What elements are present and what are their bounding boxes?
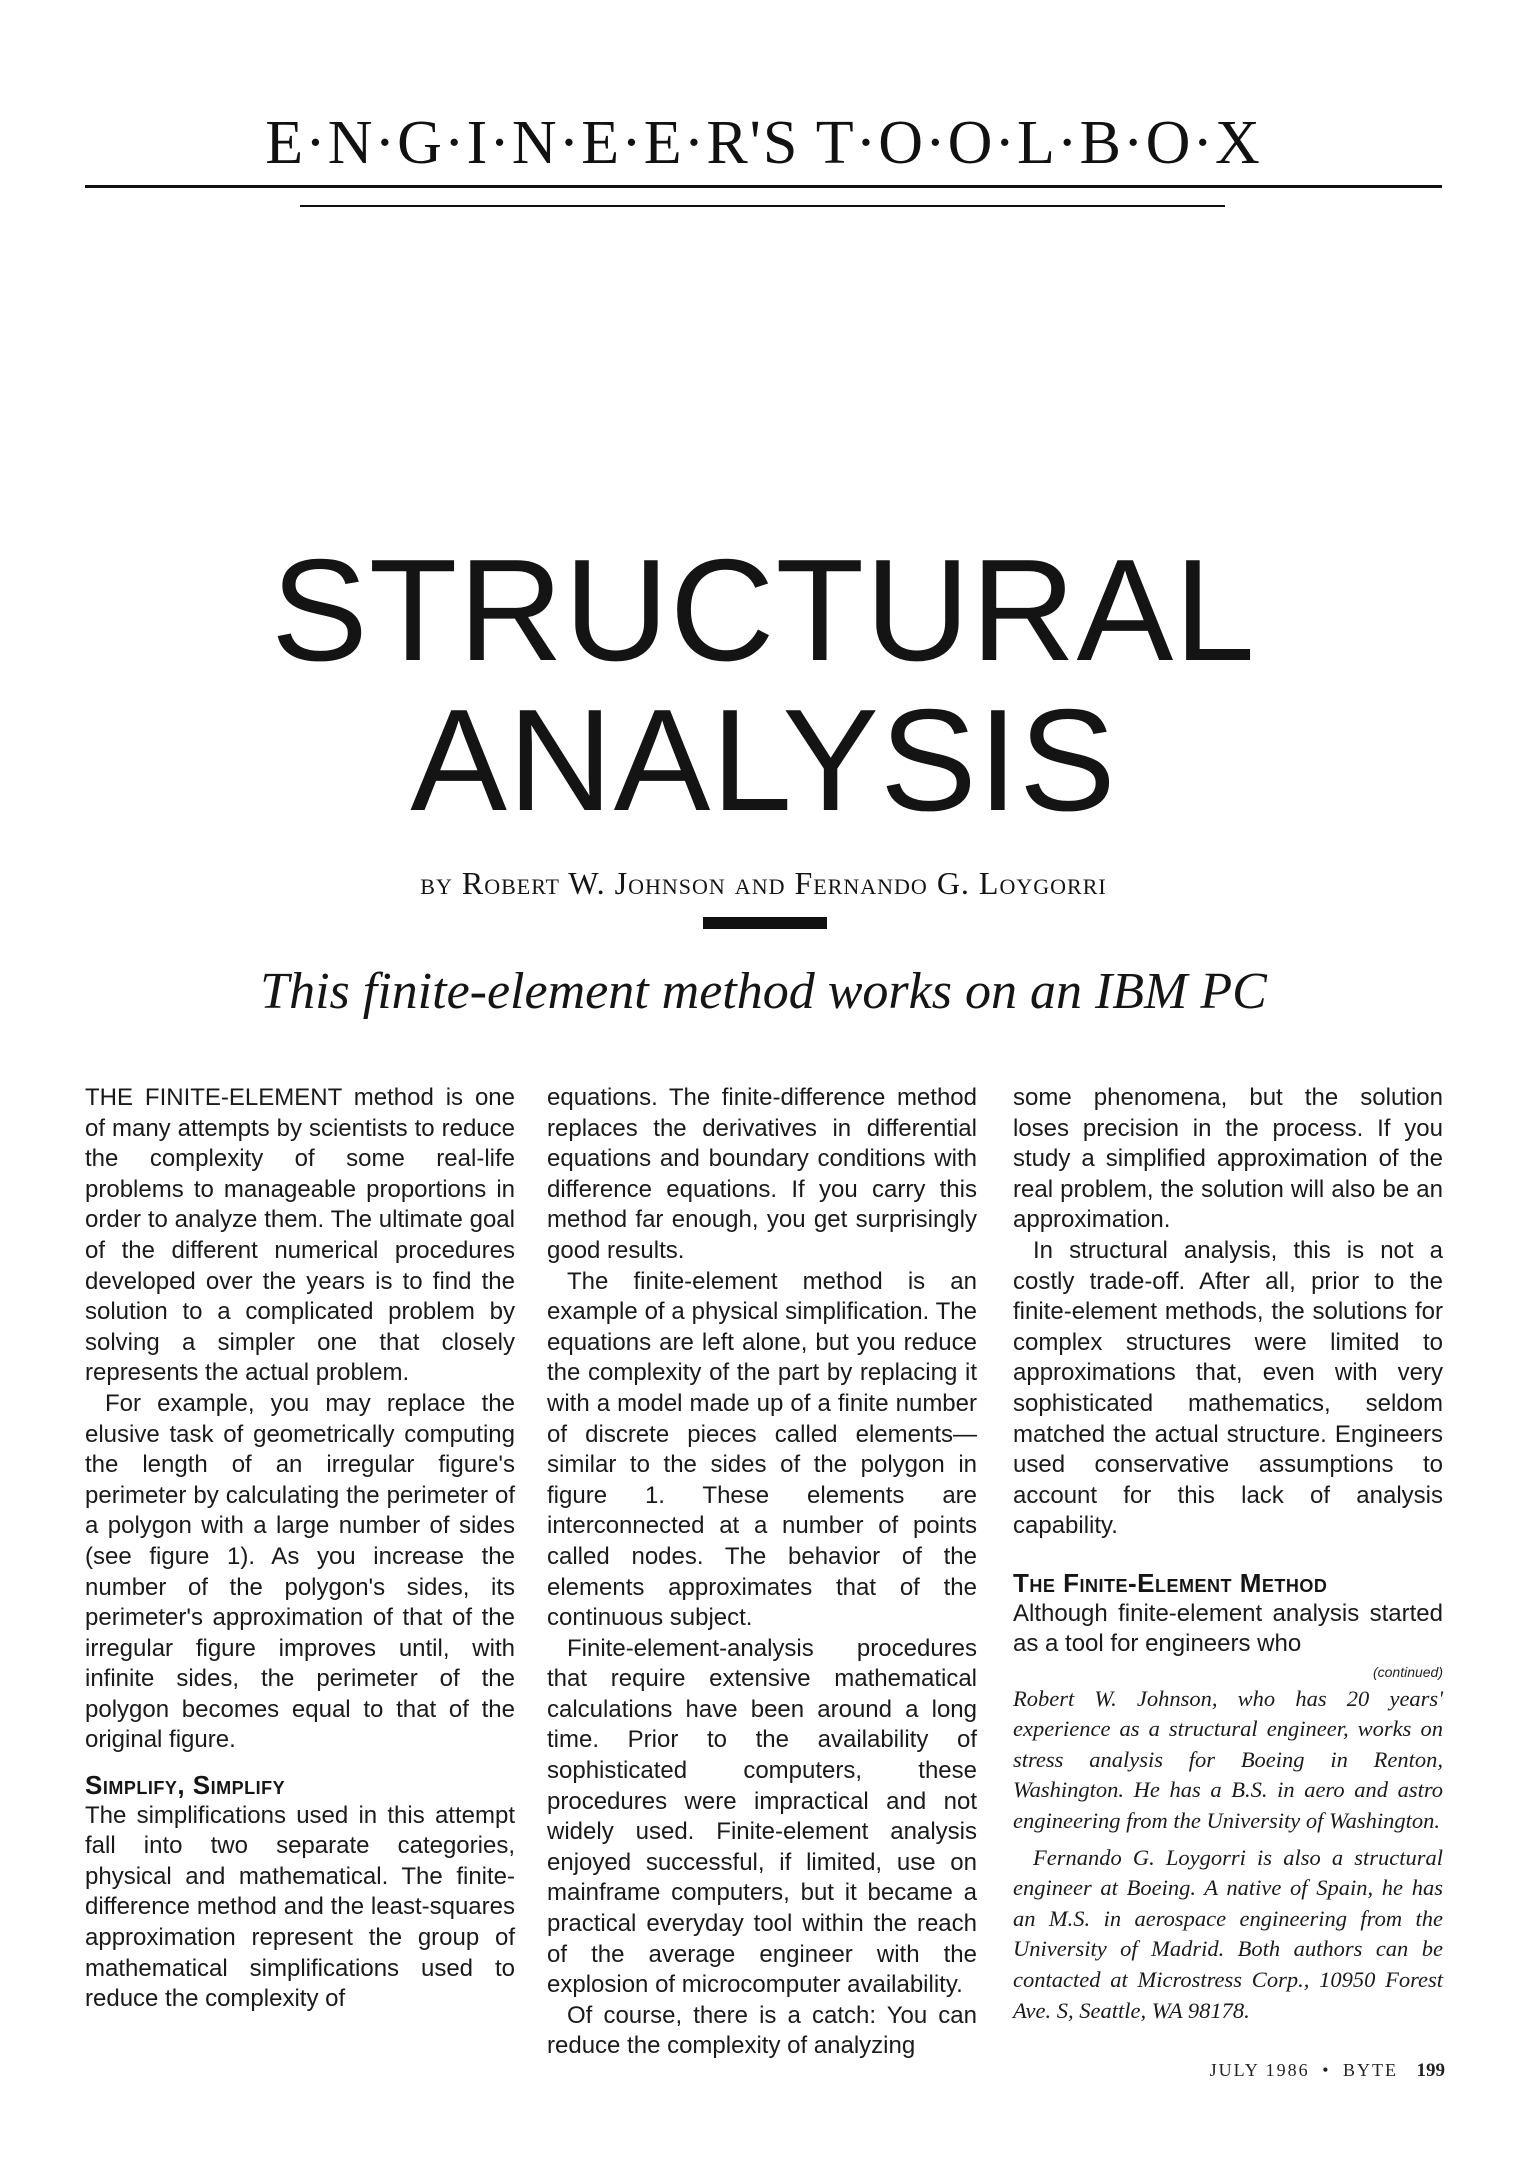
article-title <box>0 529 1527 841</box>
paragraph: THE FINITE-ELEMENT method is one of many attempts by scientists to reduce the complexity of some real-life problems to manageable proportions in order to analyze them. The ultimate goal of the different numerical procedures developed over the years is to find the solution to a complicated problem by solving a simpler one that closely represents the actual problem. <box>85 1084 515 1387</box>
column-1 <box>85 1083 515 2015</box>
paragraph: equations. The finite-difference method replaces the derivatives in differential equations and boundary conditions with difference equations. If you carry this method far enough, you get surprisingly good results. <box>547 1084 977 1264</box>
page-number: 199 <box>1416 2060 1445 2081</box>
subtitle: This finite-element method works on an IBM PC <box>260 963 1267 1020</box>
paragraph: For example, you may replace the elusive task of geometrically computing the length of an irregular figure's perimeter by calculating the perimeter of a polygon with a large number of sides (see figure 1). As you increase the number of the polygon's sides, its perimeter's approximation of that of the irregular figure improves until, with infinite sides, the perimeter of the polygon becomes equal to that of the original figure. <box>85 1389 515 1754</box>
footer-separator: • <box>1322 2060 1331 2080</box>
title-line-2: ANALYSIS <box>410 679 1117 841</box>
bio-paragraph: Robert W. Johnson, who has 20 years' experience as a structural engineer, works on stress analysis for Boeing in Renton, Washington. He has a B.S. in aero and astro engineering from the University of Washington. <box>1013 1685 1443 1834</box>
paragraph: In structural analysis, this is not a costly trade-off. After all, prior to the finite-element methods, the solutions for complex structures were limited to approximations that, even with very sophisticated mathematics, seldom matched the actual structure. Engineers used conservative assumptions to account for this lack of analysis capability. <box>1013 1236 1443 1540</box>
paragraph: some phenomena, but the solution loses precision in the process. If you study a simplified approximation of the real problem, the solution will also be an approximation. <box>1013 1084 1443 1234</box>
column-3 <box>1013 1083 1443 2026</box>
header-rule-bottom <box>300 205 1225 207</box>
paragraph: The finite-element method is an example of a physical simplification. The equations are left alone, but you reduce the complexity of the part by replacing it with a model made up of a finite number of discrete pieces called elements—similar to the sides of the polygon in figure 1. These elements are interconnected at a number of points called nodes. The behavior of the elements approximates that of the continuous subject. <box>547 1267 977 1632</box>
title-line-1: STRUCTURAL <box>271 529 1256 691</box>
section-heading: The Finite-Element Method <box>1013 1567 1328 1598</box>
paragraph: Although finite-element analysis started as a tool for engineers who <box>1013 1599 1443 1658</box>
section-heading: Simplify, Simplify <box>85 1770 286 1801</box>
footer-magazine: BYTE <box>1343 2060 1398 2080</box>
section-header: E·N·G·I·N·E·E·R'S T·O·O·L·B·O·X <box>265 109 1262 177</box>
column-2 <box>547 1083 977 2062</box>
paragraph: Of course, there is a catch: You can reduce the complexity of analyzing <box>547 2001 977 2060</box>
page-footer <box>1100 2060 1445 2082</box>
author-bio <box>1013 1684 1443 2027</box>
paragraph: Finite-element-analysis procedures that require extensive mathematical calculations have been around a long time. Prior to the availability of sophisticated computers, these procedures were impractical and not widely used. Finite-element analysis enjoyed successful, if limited, use on mainframe computers, but it became a practical everyday tool within the reach of the average engineer with the explosion of microcomputer availability. <box>547 1634 977 1999</box>
footer-date: JULY 1986 <box>1209 2060 1310 2080</box>
bio-paragraph: Fernando G. Loygorri is also a structural engineer at Boeing. A native of Spain, he has an M.S. in aerospace engineering from the University of Madrid. Both authors can be contacted at Microstress Corp., 10950 Forest Ave. S, Seattle, WA 98178. <box>1013 1844 1443 2023</box>
continued-note: (continued) <box>1372 1663 1443 1680</box>
byline: by Robert W. Johnson and Fernando G. Loygorri <box>420 865 1107 901</box>
byline-divider <box>703 917 827 929</box>
header-rule-top <box>85 185 1442 188</box>
paragraph: The simplifications used in this attempt fall into two separate categories, physical and mathematical. The finite-difference method and the least-squares approximation represent the group of mathematical simplifications used to reduce the complexity of <box>85 1801 515 2013</box>
